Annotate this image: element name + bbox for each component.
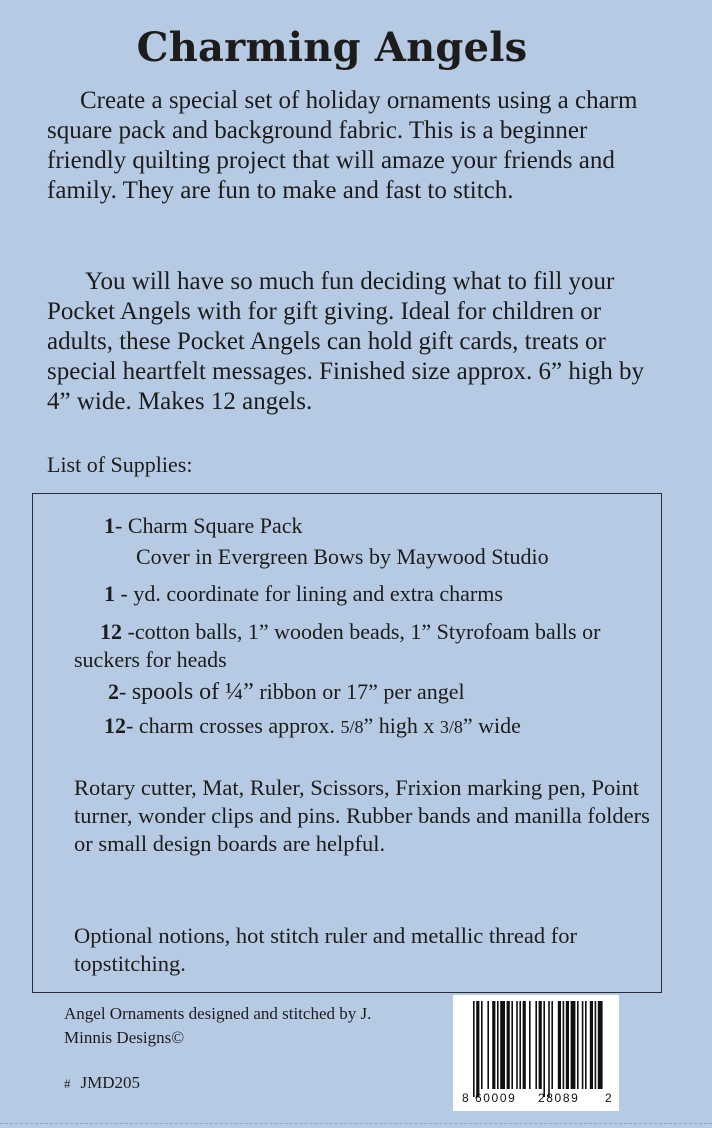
supply-text: - Charm Square Pack (115, 513, 303, 538)
barcode-bar (548, 1001, 550, 1097)
barcode-digits-right: 28089 (538, 1091, 580, 1105)
barcode-bar (566, 1001, 569, 1089)
barcode-bar (492, 1001, 495, 1089)
barcode-bar (543, 1001, 545, 1097)
supply-item-charm-pack-note: Cover in Evergreen Bows by Maywood Studio (136, 544, 549, 569)
barcode-bar (551, 1001, 553, 1089)
supply-text: ribbon or 17” per angel (253, 679, 465, 704)
supply-text-mid: ” high x (363, 713, 440, 738)
pattern-number: JMD205 (80, 1073, 141, 1092)
designer-credit: Angel Ornaments designed and stitched by J. Minnis Designs© (64, 1004, 372, 1047)
page-title: Charming Angels (136, 24, 528, 71)
supply-item-lining (104, 580, 503, 608)
supply-text: - yd. coordinate for lining and extra charms (115, 581, 503, 606)
barcode-bar (571, 1001, 576, 1089)
barcode-bar (519, 1001, 521, 1089)
barcode-bar (563, 1001, 565, 1089)
supply-qty: 12 (104, 713, 126, 738)
supply-dash: - (119, 679, 132, 704)
supply-item-charm-pack (104, 512, 303, 540)
barcode-bar (529, 1001, 531, 1089)
barcode-bar (481, 1001, 483, 1089)
supply-item-crosses (104, 712, 521, 741)
barcode-digit-last: 2 (605, 1091, 612, 1105)
barcode-digit-first: 8 (462, 1091, 469, 1105)
supply-fraction-width: 3/8 (439, 717, 463, 737)
barcode-bar (507, 1001, 510, 1089)
barcode-bar (497, 1001, 499, 1089)
barcode-bar (523, 1001, 526, 1089)
supply-text: -cotton balls, 1” wooden beads, 1” Styrofoam balls or suckers for heads (74, 619, 601, 672)
supply-ribbon-spools: spools of ¼” (131, 679, 254, 705)
barcode (453, 995, 619, 1111)
description-paragraph: You will have so much fun deciding what to fill your Pocket Angels with for gift giving. Ideal for children or adults, these Pocket Angels can hold gift cards, treats or special heartfelt messages. Finished size approx. 6” high by 4” wide. Makes 12 angels. (47, 268, 645, 415)
barcode-bar (476, 1001, 479, 1097)
supply-qty: 1 (104, 513, 115, 538)
supply-qty: 2 (108, 679, 119, 704)
barcode-bar (577, 1001, 579, 1089)
pattern-code (64, 1073, 140, 1093)
barcode-bar (487, 1001, 489, 1089)
barcode-bar (598, 1001, 603, 1089)
tools-list: Rotary cutter, Mat, Ruler, Scissors, Frixion marking pen, Point turner, wonder clips and pins. Rubber bands and manilla folders or small design boards are helpful. (74, 775, 650, 856)
supply-qty: 1 (104, 581, 115, 606)
barcode-bar (500, 1001, 505, 1089)
barcode-bar (595, 1001, 597, 1089)
supplies-heading: List of Supplies: (47, 452, 193, 477)
barcode-bar (585, 1001, 587, 1089)
supply-fraction-height: 5/8 (340, 717, 364, 737)
hash-symbol: # (64, 1076, 71, 1091)
page-edge-line (0, 1123, 712, 1124)
barcode-bar (516, 1001, 518, 1089)
supply-item-heads (74, 618, 654, 674)
optional-notions: Optional notions, hot stitch ruler and metallic thread for topstitching. (74, 923, 577, 976)
supply-text: - charm crosses approx. (126, 713, 341, 738)
barcode-bar (590, 1001, 593, 1089)
barcode-bar (535, 1001, 537, 1089)
barcode-bar (473, 1001, 475, 1097)
barcode-digits-left: 60009 (475, 1091, 517, 1105)
barcode-bar (582, 1001, 584, 1089)
barcode-bar (539, 1001, 542, 1089)
supply-item-ribbon (108, 678, 465, 706)
barcode-bar (558, 1001, 561, 1089)
supply-qty: 12 (100, 619, 122, 644)
supply-text-end: ” wide (462, 713, 521, 738)
barcode-bar (511, 1001, 513, 1089)
intro-paragraph: Create a special set of holiday ornaments using a charm square pack and background fabric. This is a beginner friendly quilting project that will amaze your friends and family. They are fun to make and fast to stitch. (47, 87, 638, 204)
